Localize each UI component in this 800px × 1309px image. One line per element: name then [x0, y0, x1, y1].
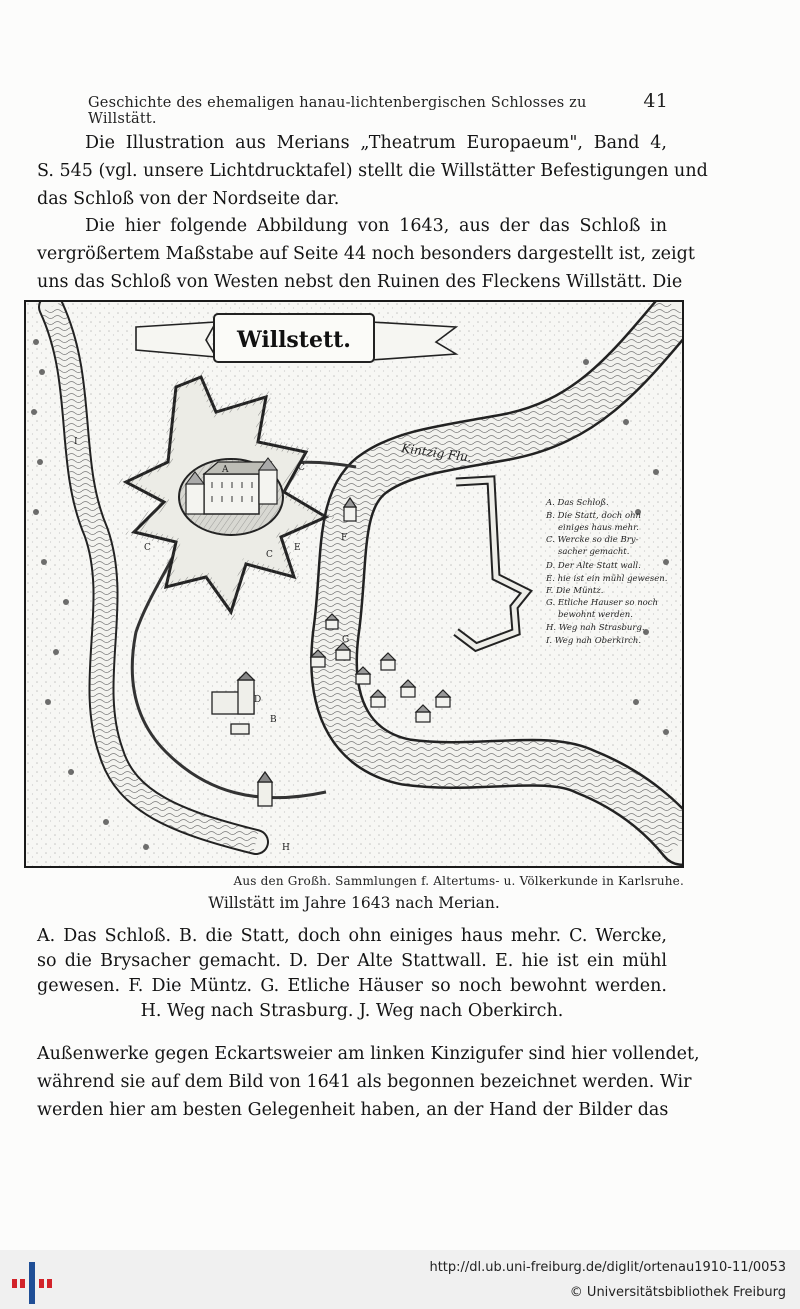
viewer-footer: [0, 1250, 800, 1309]
engraving-figure: [24, 300, 684, 868]
legend-entry: bewohnt werden.: [558, 610, 633, 620]
paragraph-3: [37, 1040, 700, 1124]
point-label: I: [74, 437, 78, 447]
point-label: C: [266, 550, 273, 560]
point-label: F: [341, 533, 348, 543]
running-head: [88, 90, 668, 127]
paragraph-1: [37, 129, 708, 213]
legend-entry: A. Das Schloß.: [546, 498, 609, 508]
copyright-notice: © Universitätsbibliothek Freiburg: [569, 1285, 786, 1300]
legend-entry: F. Die Müntz.: [546, 586, 604, 596]
paragraph-line: das Schloß von der Nordseite dar.: [37, 189, 340, 209]
point-label: H: [282, 843, 290, 853]
legend-entry: E. hie ist ein mühl gewesen.: [546, 574, 668, 584]
paragraph-line: Die hier folgende Abbildung von 1643, aus der das Schloß in: [85, 216, 667, 236]
legend-paragraph: [37, 924, 667, 1024]
legend-entry: einiges haus mehr.: [558, 523, 639, 533]
legend-line: A. Das Schloß. B. die Statt, doch ohn einiges haus mehr. C. Wercke,: [37, 926, 667, 946]
point-label: C: [298, 463, 305, 473]
paragraph-line: uns das Schloß von Westen nebst den Ruinen des Fleckens Willstätt. Die: [37, 272, 683, 292]
paragraph-2: [37, 212, 695, 296]
point-label: D: [254, 695, 262, 705]
point-label: B: [270, 715, 277, 725]
legend-entry: D. Der Alte Statt wall.: [546, 561, 641, 571]
legend-line: H. Weg nach Strasburg. J. Weg nach Oberkirch.: [140, 1001, 564, 1021]
legend-line: so die Brysacher gemacht. D. Der Alte Stattwall. E. hie ist ein mühl: [37, 951, 667, 971]
legend-entry: sacher gemacht.: [558, 547, 630, 557]
legend-entry: I. Weg nah Oberkirch.: [546, 636, 642, 646]
legend-entry: H. Weg nah Strasburg.: [546, 623, 645, 633]
running-title: Geschichte des ehemaligen hanau-lichtenbergischen Schlosses zu Willstätt.: [88, 95, 587, 127]
point-label: G: [342, 635, 350, 645]
legend-entry: B. Die Statt, doch ohn: [546, 511, 642, 521]
page-number: 41: [643, 90, 668, 112]
banner-title: Willstett.: [237, 327, 351, 353]
legend-entry: C. Wercke so die Bry-: [546, 535, 639, 545]
point-label: E: [294, 543, 301, 553]
river-label: Kintzig Flu.: [400, 441, 473, 465]
paragraph-line: vergrößertem Maßstabe auf Seite 44 noch besonders dargestellt ist, zeigt: [37, 244, 695, 264]
paragraph-line: Außenwerke gegen Eckartsweier am linken Kinzigufer sind hier vollendet,: [37, 1044, 700, 1064]
figure-caption: Willstätt im Jahre 1643 nach Merian.: [208, 894, 500, 912]
figure-credit: Aus den Großh. Sammlungen f. Altertums- u. Völkerkunde in Karlsruhe.: [233, 874, 684, 888]
legend-entry: G. Etliche Hauser so noch: [546, 598, 659, 608]
point-label: A: [222, 465, 229, 475]
paragraph-line: werden hier am besten Gelegenheit haben, an der Hand der Bilder das: [37, 1100, 669, 1120]
library-logo-icon: [12, 1262, 52, 1304]
source-url-link[interactable]: http://dl.ub.uni-freiburg.de/diglit/ortenau1910-11/0053: [429, 1260, 786, 1275]
paragraph-line: S. 545 (vgl. unsere Lichtdrucktafel) stellt die Willstätter Befestigungen und: [37, 161, 708, 181]
castle-drawing: [179, 458, 283, 535]
paragraph-line: während sie auf dem Bild von 1641 als begonnen bezeichnet werden. Wir: [37, 1072, 692, 1092]
willstaett-map: [26, 302, 682, 866]
paragraph-line: Die Illustration aus Merians „Theatrum Europaeum", Band 4,: [85, 133, 667, 153]
legend-line: gewesen. F. Die Müntz. G. Etliche Häuser so noch bewohnt werden.: [37, 976, 667, 996]
point-label: C: [144, 543, 151, 553]
